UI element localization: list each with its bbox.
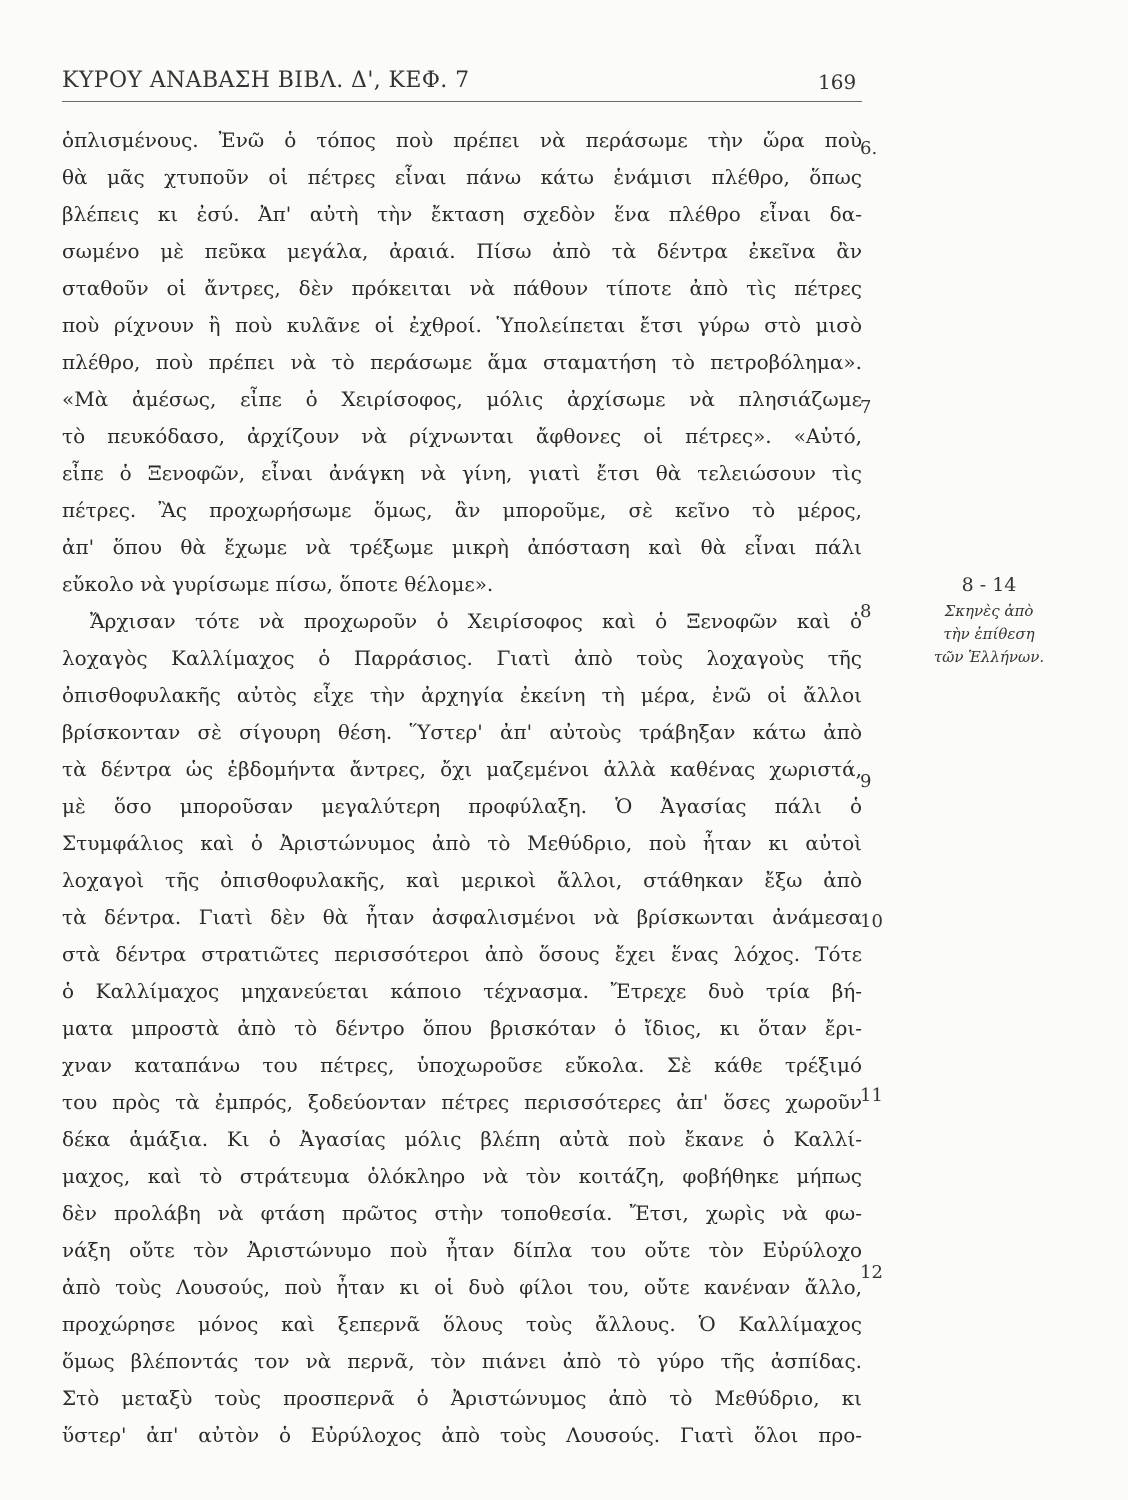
section-number: 6.	[860, 138, 878, 159]
text-line: τὸ πευκόδασο, ἀρχίζουν νὰ ρίχνωνται ἄφθονες οἱ πέτρες». «Αὐτό,	[62, 424, 862, 448]
text-line: ὀπισθοφυλακῆς αὐτὸς εἶχε τὴν ἀρχηγία ἐκείνη τὴ μέρα, ἐνῶ οἱ ἄλλοι	[62, 683, 862, 707]
text-line: εἶπε ὁ Ξενοφῶν, εἶναι ἀνάγκη νὰ γίνη, γιατὶ ἔτσι θὰ τελειώσουν τὶς	[62, 461, 862, 485]
text-line: ὅμως βλέποντάς τον νὰ περνᾶ, τὸν πιάνει ἀπὸ τὸ γύρο τῆς ἀσπίδας.	[62, 1349, 862, 1373]
text-line: τὰ δέντρα ὡς ἑβδομήντα ἄντρες, ὄχι μαζεμένοι ἀλλὰ καθένας χωριστά,	[62, 757, 862, 781]
margin-note-line: τὴν ἐπίθεση	[943, 625, 1035, 643]
text-line: δὲν προλάβη νὰ φτάση πρῶτος στὴν τοποθεσία. Ἔτσι, χωρὶς νὰ φω-	[62, 1201, 862, 1225]
text-line: ποὺ ρίχνουν ἢ ποὺ κυλᾶνε οἱ ἐχθροί. Ὑπολείπεται ἔτσι γύρω στὸ μισὸ	[62, 313, 862, 337]
text-line: Ἄρχισαν τότε νὰ προχωροῦν ὁ Χειρίσοφος καὶ ὁ Ξενοφῶν καὶ ὁ	[90, 609, 862, 633]
text-line: εὔκολο νὰ γυρίσωμε πίσω, ὅποτε θέλομε».	[62, 572, 494, 596]
text-line: ὁπλισμένους. Ἐνῶ ὁ τόπος ποὺ πρέπει νὰ περάσωμε τὴν ὥρα ποὺ	[62, 128, 862, 152]
header-rule	[62, 101, 862, 102]
text-line: νάξη οὔτε τὸν Ἀριστώνυμο ποὺ ἦταν δίπλα του οὔτε τὸν Εὐρύλοχο	[62, 1238, 862, 1262]
text-line: του πρὸς τὰ ἐμπρός, ξοδεύονταν πέτρες περισσότερες ἀπ' ὅσες χωροῦν	[62, 1090, 862, 1114]
text-line: προχώρησε μόνος καὶ ξεπερνᾶ ὅλους τοὺς ἄλλους. Ὁ Καλλίμαχος	[62, 1312, 862, 1336]
section-number: 7	[860, 397, 872, 418]
text-line: θὰ μᾶς χτυποῦν οἱ πέτρες εἶναι πάνω κάτω ἑνάμισι πλέθρο, ὅπως	[62, 165, 862, 189]
section-number: 12	[860, 1262, 883, 1283]
text-line: «Μὰ ἀμέσως, εἶπε ὁ Χειρίσοφος, μόλις ἀρχίσωμε νὰ πλησιάζωμε	[62, 387, 862, 411]
margin-note-line: Σκηνὲς ἀπὸ	[944, 602, 1034, 620]
text-line: χναν καταπάνω του πέτρες, ὑποχωροῦσε εὔκολα. Σὲ κάθε τρέξιμό	[62, 1053, 862, 1077]
margin-note	[904, 574, 1074, 669]
section-number: 9	[860, 771, 872, 792]
page-number: 169	[818, 70, 857, 94]
text-line: δέκα ἁμάξια. Κι ὁ Ἀγασίας μόλις βλέπη αὐτὰ ποὺ ἔκανε ὁ Καλλί-	[62, 1127, 862, 1151]
text-line: Στυμφάλιος καὶ ὁ Ἀριστώνυμος ἀπὸ τὸ Μεθύδριο, ποὺ ἦταν κι αὐτοὶ	[62, 831, 862, 855]
text-line: ἀπὸ τοὺς Λουσούς, ποὺ ἦταν κι οἱ δυὸ φίλοι του, οὔτε κανέναν ἄλλο,	[62, 1275, 862, 1299]
text-line: σωμένο μὲ πεῦκα μεγάλα, ἀραιά. Πίσω ἀπὸ τὰ δέντρα ἐκεῖνα ἂν	[62, 239, 862, 263]
text-line: ἀπ' ὅπου θὰ ἔχωμε νὰ τρέξωμε μικρὴ ἀπόσταση καὶ θὰ εἶναι πάλι	[62, 535, 862, 559]
section-number: 10	[860, 911, 883, 932]
section-number: 11	[860, 1085, 883, 1106]
text-line: τὰ δέντρα. Γιατὶ δὲν θὰ ἦταν ἀσφαλισμένοι νὰ βρίσκωνται ἀνάμεσα	[62, 905, 862, 929]
text-line: ματα μπροστὰ ἀπὸ τὸ δέντρο ὅπου βρισκόταν ὁ ἴδιος, κι ὅταν ἔρι-	[62, 1016, 862, 1040]
text-line: ὕστερ' ἀπ' αὐτὸν ὁ Εὐρύλοχος ἀπὸ τοὺς Λουσούς. Γιατὶ ὅλοι προ-	[62, 1423, 862, 1447]
text-line: μὲ ὅσο μποροῦσαν μεγαλύτερη προφύλαξη. Ὁ Ἀγασίας πάλι ὁ	[62, 794, 862, 818]
text-line: βρίσκονταν σὲ σίγουρη θέση. Ὕστερ' ἀπ' αὐτοὺς τράβηξαν κάτω ἀπὸ	[62, 720, 862, 744]
text-line: λοχαγοὶ τῆς ὀπισθοφυλακῆς, καὶ μερικοὶ ἄλλοι, στάθηκαν ἔξω ἀπὸ	[62, 868, 862, 892]
running-header-title: ΚΥΡΟΥ ΑΝΑΒΑΣΗ ΒΙΒΛ. Δ', ΚΕΦ. 7	[62, 68, 470, 93]
body-text	[62, 122, 862, 1454]
text-line: σταθοῦν οἱ ἄντρες, δὲν πρόκειται νὰ πάθουν τίποτε ἀπὸ τὶς πέτρες	[62, 276, 862, 300]
text-line: μαχος, καὶ τὸ στράτευμα ὁλόκληρο νὰ τὸν κοιτάζη, φοβήθηκε μήπως	[62, 1164, 862, 1188]
text-line: πλέθρο, ποὺ πρέπει νὰ τὸ περάσωμε ἅμα σταματήση τὸ πετροβόλημα».	[62, 350, 862, 374]
text-line: ὁ Καλλίμαχος μηχανεύεται κάποιο τέχνασμα. Ἔτρεχε δυὸ τρία βή-	[62, 979, 862, 1003]
text-line: στὰ δέντρα στρατιῶτες περισσότεροι ἀπὸ ὅσους ἔχει ἕνας λόχος. Τότε	[62, 942, 862, 966]
text-line: λοχαγὸς Καλλίμαχος ὁ Παρράσιος. Γιατὶ ἀπὸ τοὺς λοχαγοὺς τῆς	[62, 646, 862, 670]
margin-note-range: 8 - 14	[961, 574, 1017, 596]
margin-note-line: τῶν Ἑλλήνων.	[933, 648, 1045, 666]
text-line: βλέπεις κι ἐσύ. Ἀπ' αὐτὴ τὴν ἔκταση σχεδὸν ἕνα πλέθρο εἶναι δα-	[62, 202, 862, 226]
section-number: 8	[860, 601, 872, 622]
text-line: Στὸ μεταξὺ τοὺς προσπερνᾶ ὁ Ἀριστώνυμος ἀπὸ τὸ Μεθύδριο, κι	[62, 1386, 862, 1410]
text-line: πέτρες. Ἂς προχωρήσωμε ὅμως, ἂν μποροῦμε, σὲ κεῖνο τὸ μέρος,	[62, 498, 862, 522]
